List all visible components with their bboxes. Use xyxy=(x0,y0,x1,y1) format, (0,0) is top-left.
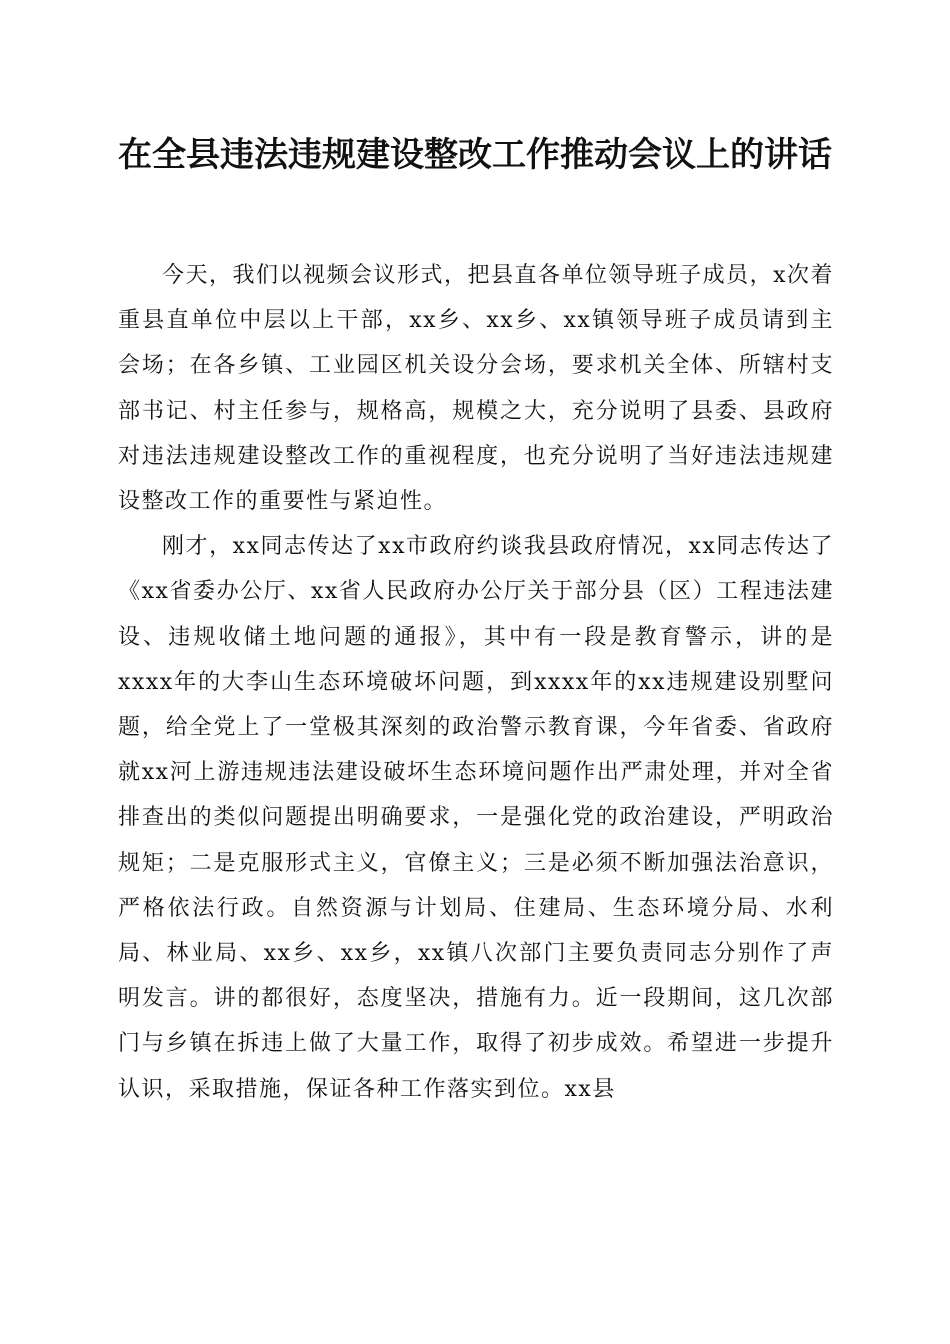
document-body xyxy=(118,253,834,1112)
paragraph-2: 刚才，xx同志传达了xx市政府约谈我县政府情况，xx同志传达了《xx省委办公厅、xx省人民政府办公厅关于部分县（区）工程违法建设、违规收储土地问题的通报》，其中有一段是教育警示，讲的是xxxx年的大李山生态环境破坏问题，到xxxx年的xx违规建设别墅问题，给全党上了一堂极其深刻的政治警示教育课，今年省委、省政府就xx河上游违规违法建设破坏生态环境问题作出严肃处理，并对全省排查出的类似问题提出明确要求，一是强化党的政治建设，严明政治规矩；二是克服形式主义，官僚主义；三是必须不断加强法治意识，严格依法行政。自然资源与计划局、住建局、生态环境分局、水利局、林业局、xx乡、xx乡，xx镇八次部门主要负责同志分别作了声明发言。讲的都很好，态度坚决，措施有力。近一段期间，这几次部门与乡镇在拆违上做了大量工作，取得了初步成效。希望进一步提升认识，采取措施，保证各种工作落实到位。xx县 xyxy=(118,534,834,1102)
document-title: 在全县违法违规建设整改工作推动会议上的讲话 xyxy=(118,135,832,175)
paragraph-1: 今天，我们以视频会议形式，把县直各单位领导班子成员，x次着重县直单位中层以上干部，xx乡、xx乡、xx镇领导班子成员请到主会场；在各乡镇、工业园区机关设分会场，要求机关全体、所辖村支部书记、村主任参与，规格高，规模之大，充分说明了县委、县政府对违法违规建设整改工作的重视程度，也充分说明了当好违法违规建设整改工作的重要性与紧迫性。 xyxy=(118,263,834,515)
